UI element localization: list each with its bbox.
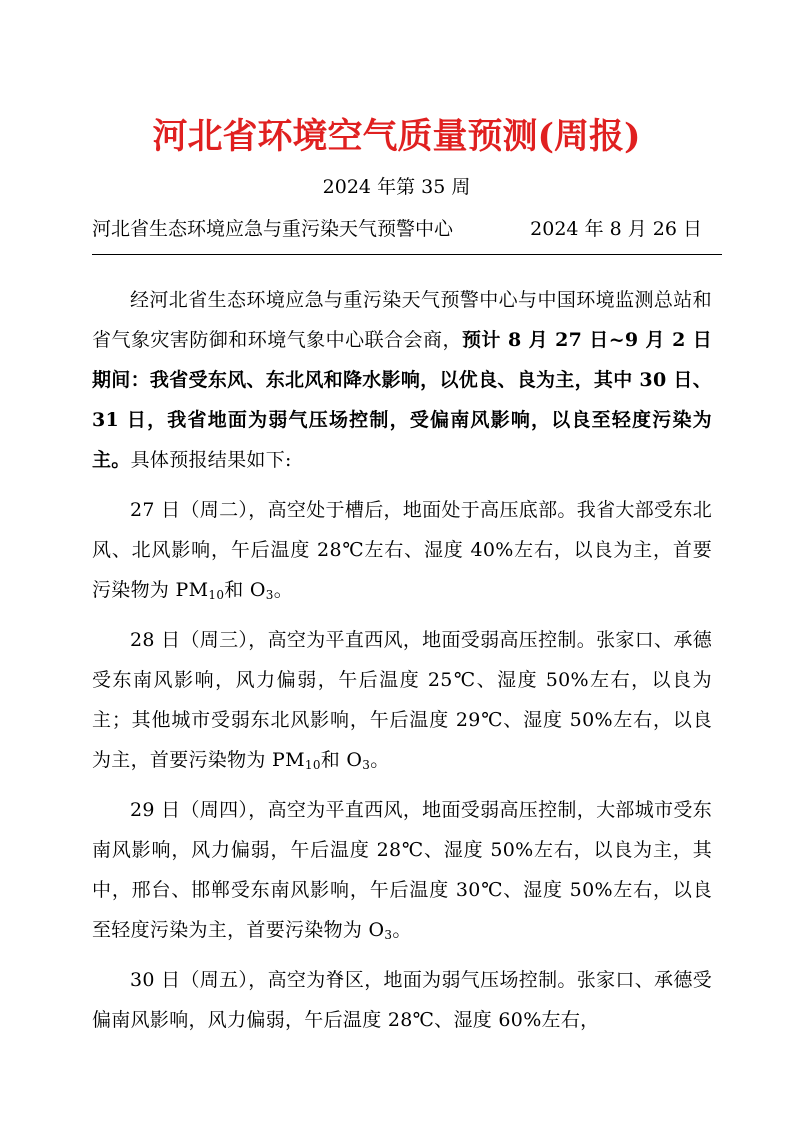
day-30-text: 30 日（周五），高空为脊区，地面为弱气压场控制。张家口、承德受偏南风影响，风力偏弱，午后温度 28℃、湿度 60%左右， — [92, 969, 712, 1031]
forecast-day-30 — [92, 960, 712, 1040]
day-28-end: 。 — [370, 749, 390, 771]
intro-tail: 具体预报结果如下: — [130, 449, 292, 471]
day-28-mid: 和 O — [320, 749, 363, 771]
forecast-day-29 — [92, 790, 712, 950]
day-29-text: 29 日（周四），高空为平直西风，地面受弱高压控制，大部城市受东南风影响，风力偏弱，午后温度 28℃、湿度 50%左右，以良为主，其中，邢台、邯郸受东南风影响，午后温度 30℃、湿度 50%左右，以良至轻度污染为主，首要污染物为 O — [92, 799, 712, 941]
report-title: 河北省环境空气质量预测(周报) — [152, 116, 641, 157]
header-divider — [92, 254, 722, 255]
day-27-end: 。 — [273, 579, 294, 601]
issue-number: 2024 年第 35 周 — [322, 176, 471, 198]
intro-paragraph — [92, 280, 712, 480]
pm10-subscript: 10 — [304, 758, 321, 772]
o3-subscript: 3 — [362, 758, 371, 772]
intro-forecast-summary: 预计 8 月 27 日~9 月 2 日期间：我省受东风、东北风和降水影响，以优良、良为主，其中 30 日、31 日，我省地面为弱气压场控制，受偏南风影响，以良至轻度污染为主。 — [92, 329, 713, 471]
pm10-subscript: 10 — [208, 588, 225, 602]
o3-subscript: 3 — [384, 928, 393, 942]
issue-date: 2024 年 8 月 26 日 — [530, 218, 702, 240]
day-27-mid: 和 O — [224, 579, 266, 601]
day-27-text: 27 日（周二），高空处于槽后，地面处于高压底部。我省大部受东北风、北风影响，午后温度 28℃左右、湿度 40%左右，以良为主，首要污染物为 PM — [92, 499, 712, 601]
forecast-day-28 — [92, 620, 712, 780]
day-28-text: 28 日（周三），高空为平直西风，地面受弱高压控制。张家口、承德受东南风影响，风力偏弱，午后温度 25℃、湿度 50%左右，以良为主；其他城市受弱东北风影响，午后温度 29℃、湿度 50%左右，以良为主，首要污染物为 PM — [92, 629, 712, 771]
report-body — [92, 280, 712, 1050]
issuing-organization: 河北省生态环境应急与重污染天气预警中心 — [92, 218, 454, 240]
day-29-end: 。 — [392, 919, 412, 941]
forecast-day-27 — [92, 490, 712, 610]
intro-lead: 经河北省生态环境应急与重污染天气预警中心与中国环境监测总站和省气象灾害防御和环境气象中心联合会商， — [92, 289, 712, 351]
o3-subscript: 3 — [265, 588, 274, 602]
